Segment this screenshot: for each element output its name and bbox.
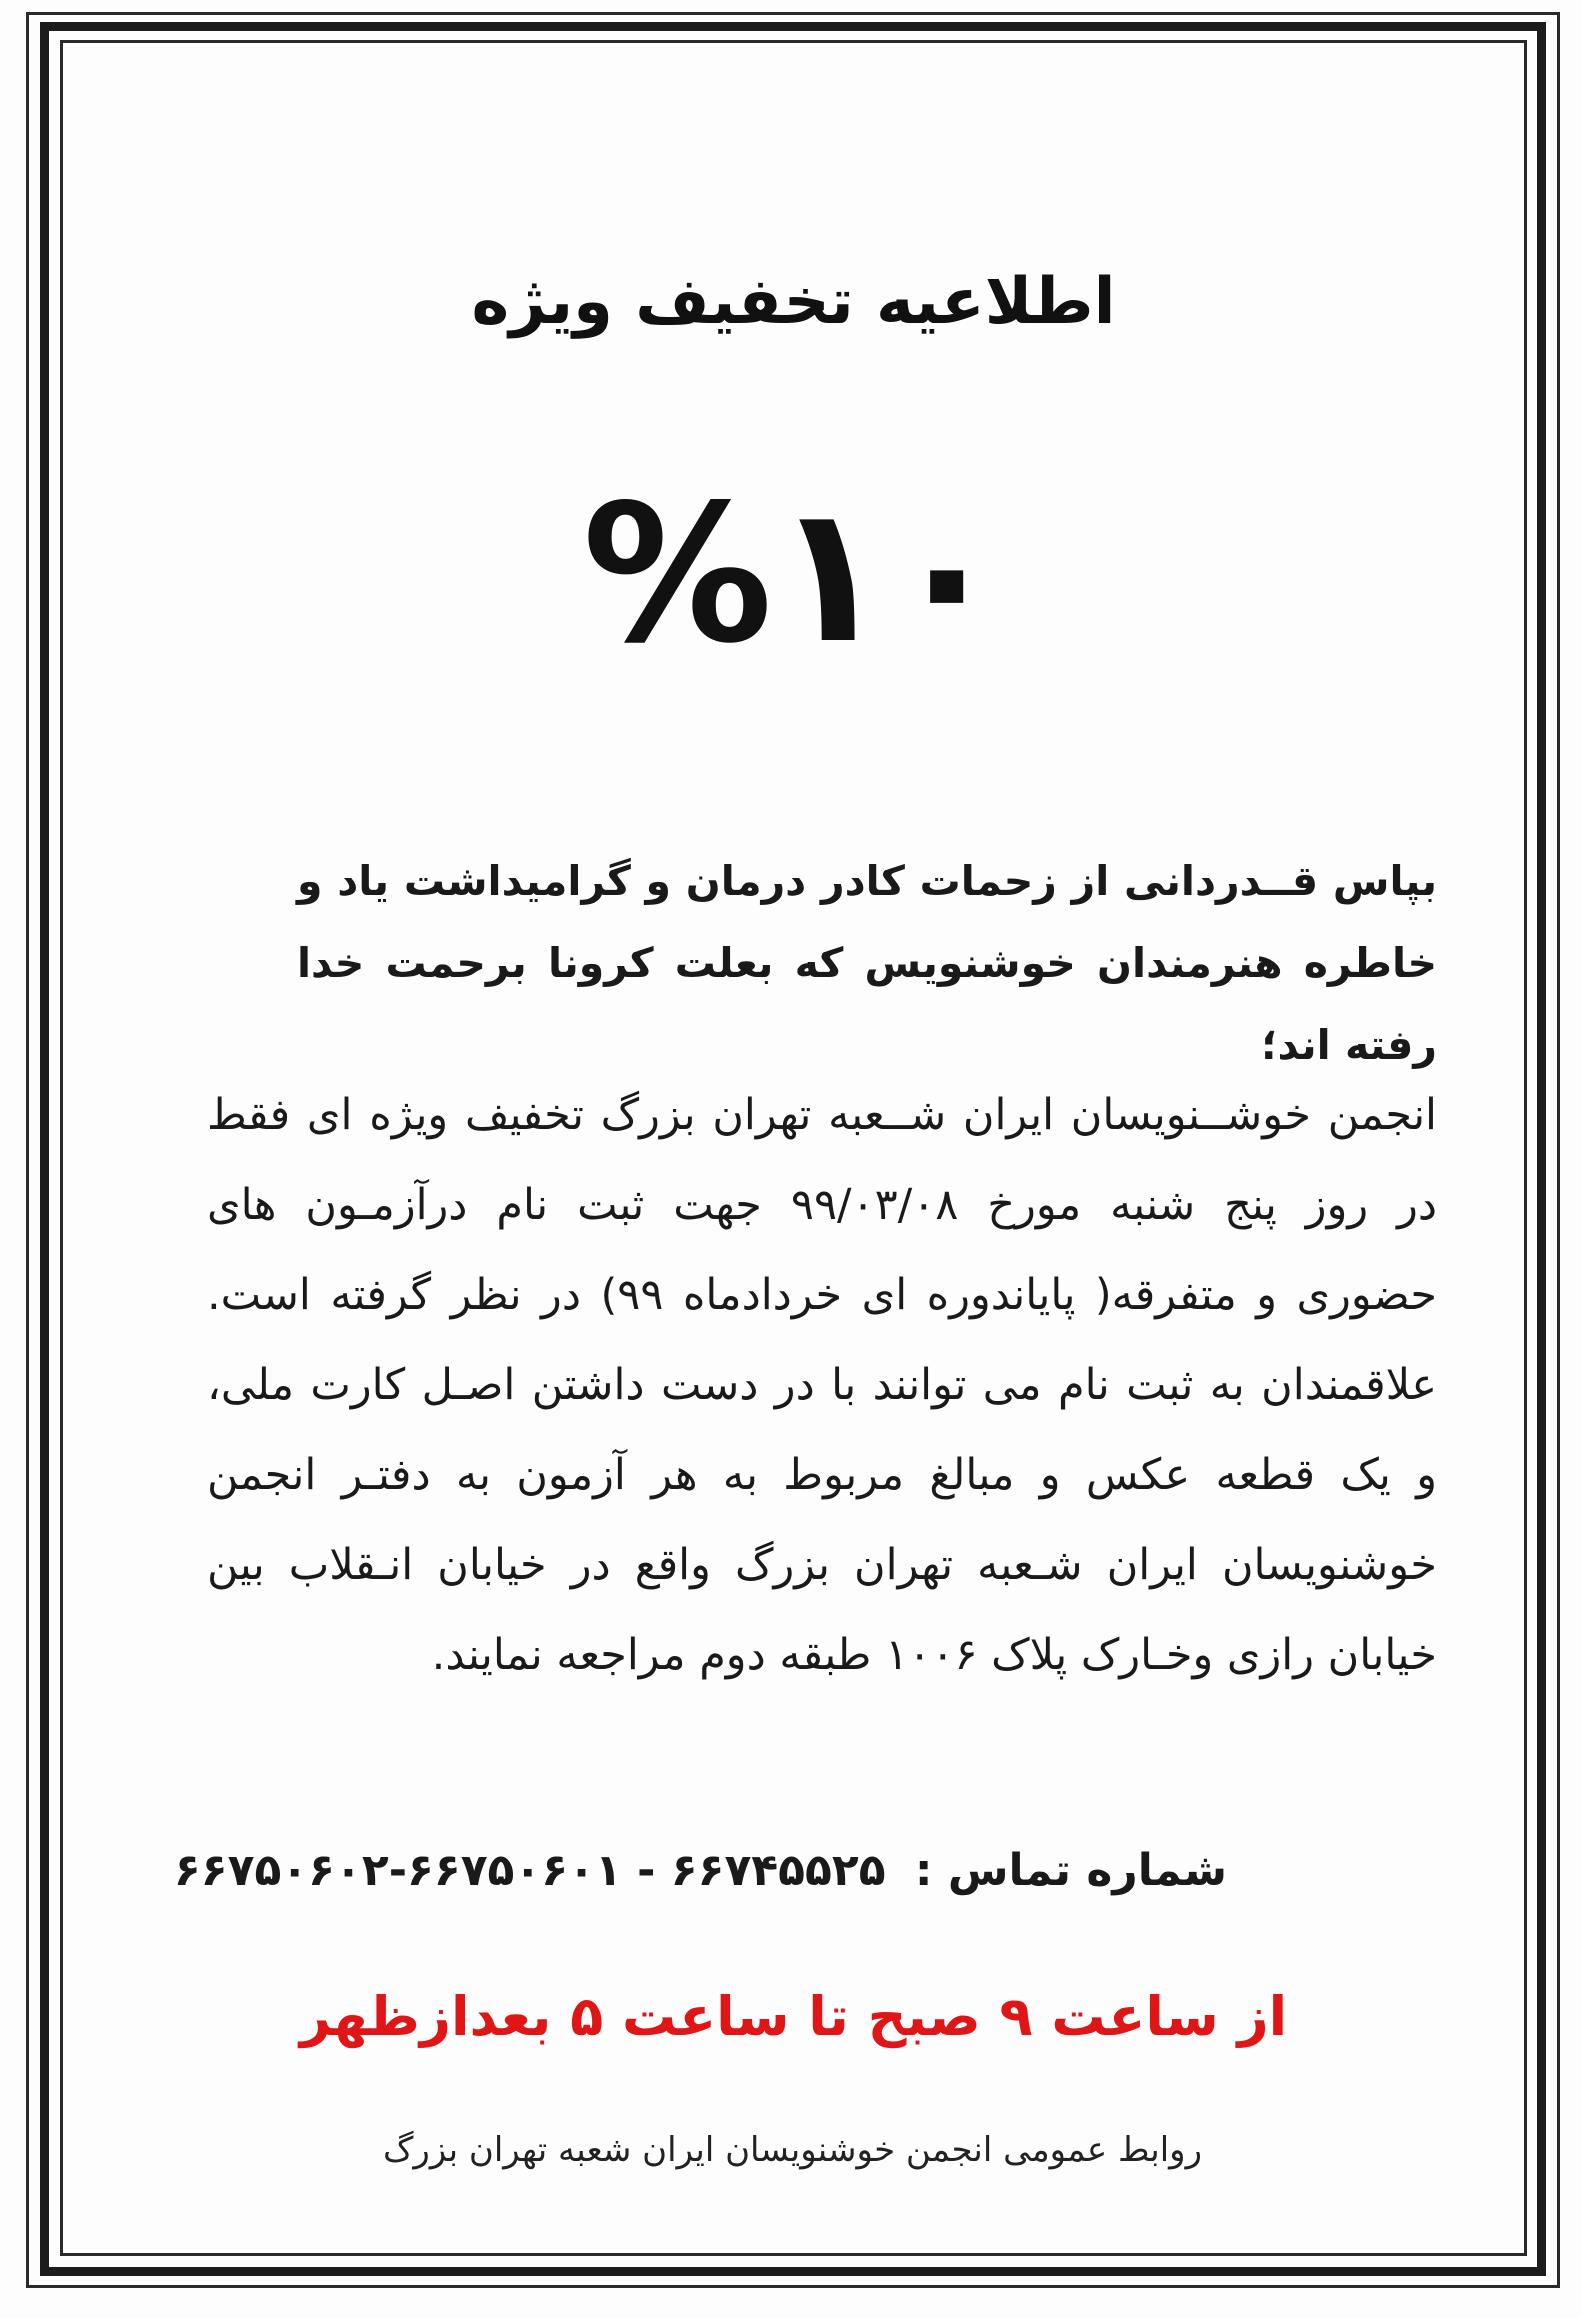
contact-label: شماره تماس :: [914, 1845, 1227, 1896]
intro-paragraph: بپاس قــدردانی از زحمات کادر درمان و گرامیداشت یاد و خاطره هنرمندان خوشنویس که بعلت کرونا برحمت خدا رفته اند؛: [297, 857, 1437, 1069]
announcement-title: اطلاعیه تخفیف ویژه: [471, 265, 1116, 339]
contact-numbers: ۶۶۷۴۵۵۲۵ - ۶۶۷۵۰۶۰۱-۶۶۷۵۰۶۰۲: [173, 1845, 886, 1896]
announcement-content: [80, 60, 1507, 2236]
body-paragraph: انجمن خوشــنویسان ایران شــعبه تهران بزرگ تخفیف ویژه ای فقط در روز پنج شنبه مورخ ۹۹/۰۳/۰۸ جهت ثبت نام درآزمـون های حضوری و متفرقه( پایاندوره ای خردادماه ۹۹) در نظر گرفته است. علاقمندان به ثبت نام می توانند با در دست داشتن اصـل کارت ملی، و یک قطعه عکس و مبالغ مربوط به هر آزمون به دفتـر انجمن خوشنویسان ایران شـعبه تهران بزرگ واقع در خیابان انـقلاب بین خیابان رازی وخـارک پلاک ۱۰۰۶ طبقه دوم مراجعه نمایند.: [207, 1090, 1437, 1680]
discount-percent: %۱۰: [582, 464, 1005, 685]
office-hours: از ساعت ۹ صبح تا ساعت ۵ بعدازظهر: [299, 1985, 1288, 2048]
contact-line: [174, 1845, 1227, 1896]
footer-signature: روابط عمومی انجمن خوشنویسان ایران شعبه تهران بزرگ: [383, 2130, 1202, 2170]
